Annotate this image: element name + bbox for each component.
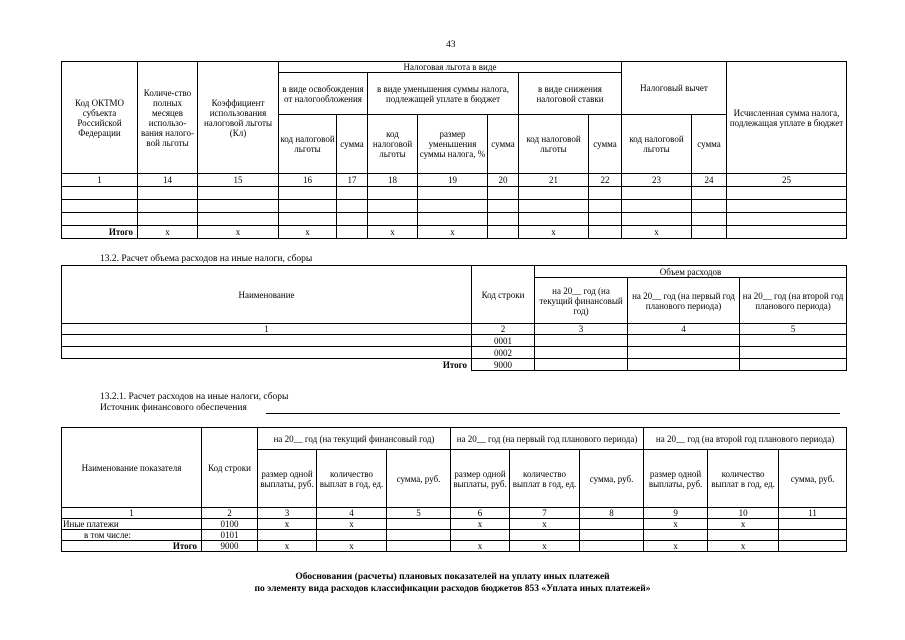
table-row [62, 213, 847, 226]
razmer-header: размер одной выплаты, руб. [644, 450, 708, 508]
col-number: 20 [488, 174, 519, 187]
razmer-header: размер уменьшения суммы налога, % [418, 115, 488, 174]
table-row [62, 519, 847, 530]
col-number: 19 [418, 174, 488, 187]
oktmo-header: Код ОКТМО субъекта Российской Федерации [62, 62, 138, 174]
x-mark: x [258, 541, 317, 552]
x-mark: x [622, 226, 692, 239]
year-second-header: на 20__ год (на второй год планового периода) [740, 278, 847, 324]
footer-line-1: Обоснования (расчеты) плановых показателей на уплату иных платежей [295, 572, 610, 582]
col-number: 10 [708, 508, 779, 519]
col-number: 5 [740, 324, 847, 335]
col-number: 8 [580, 508, 644, 519]
x-mark: x [198, 226, 279, 239]
razmer-header: размер одной выплаты, руб. [258, 450, 317, 508]
kod-header: код налоговой льготы [279, 115, 337, 174]
column-numbers-row [62, 174, 847, 187]
x-mark: x [451, 541, 510, 552]
summa-header: сумма [488, 115, 519, 174]
table-row [62, 187, 847, 200]
summa-header: сумма, руб. [580, 450, 644, 508]
name-header: Наименование [62, 266, 472, 324]
col-number: 2 [202, 508, 258, 519]
itogo-label: Итого [62, 359, 472, 371]
kolvo-header: количество выплат в год, ед. [708, 450, 779, 508]
summa-header: сумма, руб. [779, 450, 847, 508]
col-number: 1 [62, 174, 138, 187]
months-header: Количе-ство полных месяцев использо-вания налого-вой льготы [138, 62, 198, 174]
x-mark: x [279, 226, 337, 239]
itogo-row [62, 226, 847, 239]
page-number: 43 [446, 40, 456, 50]
year-second-header: на 20__ год (на второй год планового периода) [644, 428, 847, 450]
row-name: Иные платежи [62, 519, 202, 530]
x-mark: x [418, 226, 488, 239]
x-mark: x [644, 519, 708, 530]
other-taxes-calc-table [61, 427, 847, 552]
itogo-row [62, 359, 847, 371]
kod-header: Код строки [202, 428, 258, 508]
summa-header: сумма [337, 115, 368, 174]
row-code: 0002 [472, 347, 535, 359]
itogo-label: Итого [62, 226, 138, 239]
row-name: в том числе: [62, 530, 202, 541]
col-number: 6 [451, 508, 510, 519]
col-number: 22 [589, 174, 622, 187]
year-current-header: на 20__ год (на текущий финансовый год) [258, 428, 451, 450]
coef-header: Коэффициент использования налоговой льготы (Кл) [198, 62, 279, 174]
tax-benefit-table [61, 61, 847, 239]
footer-line-2: по элементу вида расходов классификации расходов бюджетов 853 «Уплата иных платежей» [254, 584, 651, 594]
col-number: 16 [279, 174, 337, 187]
umen-header: в виде уменьшения суммы налога, подлежащей уплате в бюджет [368, 73, 519, 115]
kod-header: код налоговой льготы [622, 115, 692, 174]
col-number: 14 [138, 174, 198, 187]
year-current-header: на 20__ год (на текущий финансовый год) [535, 278, 628, 324]
col-number: 1 [62, 508, 202, 519]
kod-header: код налоговой льготы [519, 115, 589, 174]
ischisl-header: Исчисленная сумма налога, подлежащая уплате в бюджет [727, 62, 847, 174]
col-number: 15 [198, 174, 279, 187]
kolvo-header: количество выплат в год, ед. [317, 450, 387, 508]
col-number: 11 [779, 508, 847, 519]
name-header: Наименование показателя [62, 428, 202, 508]
table-row [62, 335, 847, 347]
summa-header: сумма [589, 115, 622, 174]
obem-header: Объем расходов [535, 266, 847, 278]
x-mark: x [644, 541, 708, 552]
col-number: 3 [535, 324, 628, 335]
itogo-row [62, 541, 847, 552]
summa-header: сумма, руб. [387, 450, 451, 508]
row-code: 0100 [202, 519, 258, 530]
kod-header: Код строки [472, 266, 535, 324]
year-first-header: на 20__ год (на первый год планового периода) [451, 428, 644, 450]
col-number: 1 [62, 324, 472, 335]
col-number: 9 [644, 508, 708, 519]
summa-header: сумма [692, 115, 727, 174]
snizh-header: в виде снижения налоговой ставки [519, 73, 622, 115]
x-mark: x [317, 519, 387, 530]
x-mark: x [708, 541, 779, 552]
x-mark: x [519, 226, 589, 239]
x-mark: x [510, 519, 580, 530]
source-label: Источник финансового обеспечения [100, 403, 247, 413]
col-number: 3 [258, 508, 317, 519]
x-mark: x [510, 541, 580, 552]
x-mark: x [368, 226, 418, 239]
razmer-header: размер одной выплаты, руб. [451, 450, 510, 508]
row-code: 0101 [202, 530, 258, 541]
table-row [62, 347, 847, 359]
x-mark: x [258, 519, 317, 530]
col-number: 4 [317, 508, 387, 519]
col-number: 7 [510, 508, 580, 519]
year-first-header: на 20__ год (на первый год планового периода) [628, 278, 740, 324]
column-numbers-row [62, 324, 847, 335]
source-line [266, 413, 840, 414]
row-code: 0001 [472, 335, 535, 347]
x-mark: x [708, 519, 779, 530]
col-number: 25 [727, 174, 847, 187]
section-13-2-1-title: 13.2.1. Расчет расходов на иные налоги, сборы [100, 392, 289, 402]
kod-header: код налоговой льготы [368, 115, 418, 174]
col-number: 24 [692, 174, 727, 187]
x-mark: x [451, 519, 510, 530]
row-code: 9000 [472, 359, 535, 371]
col-number: 23 [622, 174, 692, 187]
lgota-header: Налоговая льгота в виде [279, 62, 622, 73]
col-number: 17 [337, 174, 368, 187]
itogo-label: Итого [62, 541, 202, 552]
column-numbers-row [62, 508, 847, 519]
kolvo-header: количество выплат в год, ед. [510, 450, 580, 508]
row-code: 9000 [202, 541, 258, 552]
col-number: 18 [368, 174, 418, 187]
other-taxes-volume-table [61, 265, 847, 371]
col-number: 2 [472, 324, 535, 335]
col-number: 5 [387, 508, 451, 519]
table-row [62, 200, 847, 213]
x-mark: x [138, 226, 198, 239]
col-number: 21 [519, 174, 589, 187]
osvob-header: в виде освобождения от налогообложения [279, 73, 368, 115]
table-row [62, 530, 847, 541]
x-mark: x [317, 541, 387, 552]
vychet-header: Налоговый вычет [622, 62, 727, 115]
section-13-2-title: 13.2. Расчет объема расходов на иные налоги, сборы [100, 254, 313, 264]
col-number: 4 [628, 324, 740, 335]
